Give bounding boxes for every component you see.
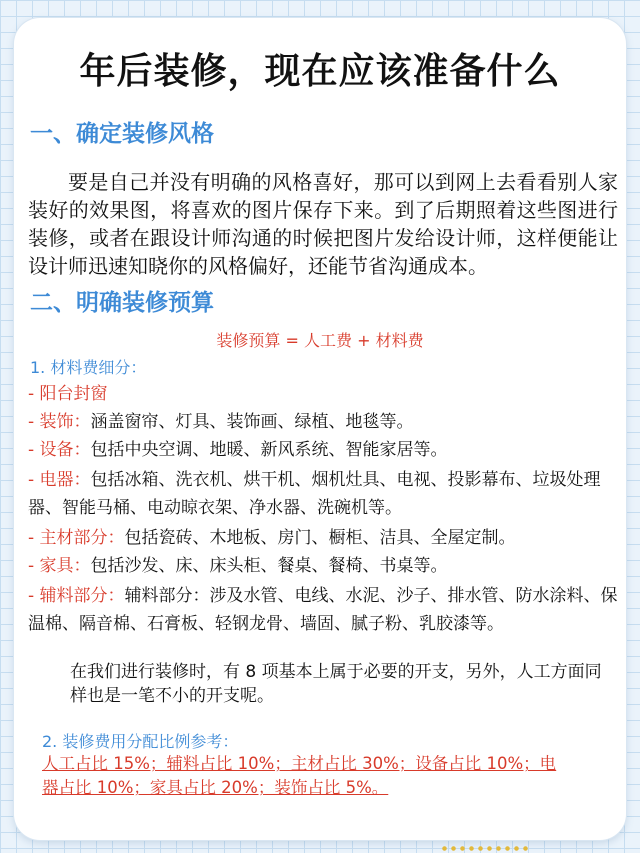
list-item [28,438,618,462]
list-item-text: 包括冰箱、洗衣机、烘干机、烟机灶具、电视、投影幕布、垃圾处理器、智能马桶、电动晾衣架、净水器、洗碗机等。 [28,470,601,518]
list-item-label: - 电器： [28,470,91,490]
list-item-text: 包括瓷砖、木地板、房门、橱柜、洁具、全屋定制。 [124,528,516,548]
list-item [28,466,618,522]
list-item [28,382,618,406]
list-item-label: - 主材部分： [28,528,125,548]
list-item-label: - 家具： [28,556,91,576]
list-item [28,410,618,434]
list-item-label: - 辅料部分： [28,586,125,606]
list-item-text: 包括沙发、床、床头柜、餐桌、餐椅、书桌等。 [90,556,448,576]
page-title: 年后装修，现在应该准备什么 [79,50,561,92]
expense-note: 在我们进行装修时，有 8 项基本上属于必要的开支，另外，人工方面同样也是一笔不小的开支呢。 [70,662,602,706]
material-list [28,382,618,638]
list-item-text: 包括中央空调、地暖、新风系统、智能家居等。 [90,440,448,460]
list-item-label: - 阳台封窗 [28,384,108,404]
decorative-dots [440,844,530,853]
style-paragraph: 要是自己并没有明确的风格喜好，那可以到网上去看看别人家装好的效果图，将喜欢的图片保存下来。到了后期照着这些图进行装修，或者在跟设计师沟通的时候把图片发给设计师，这样便能让设计师迅速知晓你的风格偏好，还能节省沟通成本。 [28,170,618,278]
list-item-text: 辅料部分：涉及水管、电线、水泥、沙子、排水管、防水涂料、保温棉、隔音棉、石膏板、轻钢龙骨、墙固、腻子粉、乳胶漆等。 [28,586,618,634]
list-item-label: - 装饰： [28,412,91,432]
section-heading-style: 一、确定装修风格 [30,121,214,147]
list-item-label: - 设备： [28,440,91,460]
material-breakdown-heading: 1. 材料费细分： [30,358,147,377]
list-item [28,526,618,550]
list-item [28,554,618,578]
section-heading-budget: 二、明确装修预算 [30,290,214,316]
list-item [28,582,618,638]
ratio-heading: 2. 装修费用分配比例参考： [42,732,239,751]
list-item-text: 涵盖窗帘、灯具、装饰画、绿植、地毯等。 [90,412,414,432]
budget-formula: 装修预算 = 人工费 + 材料费 [216,331,424,350]
ratio-text: 人工占比 15%；辅料占比 10%；主材占比 30%；设备占比 10%；电器占比 10%；家具占比 20%；装饰占比 5%。 [42,754,557,797]
